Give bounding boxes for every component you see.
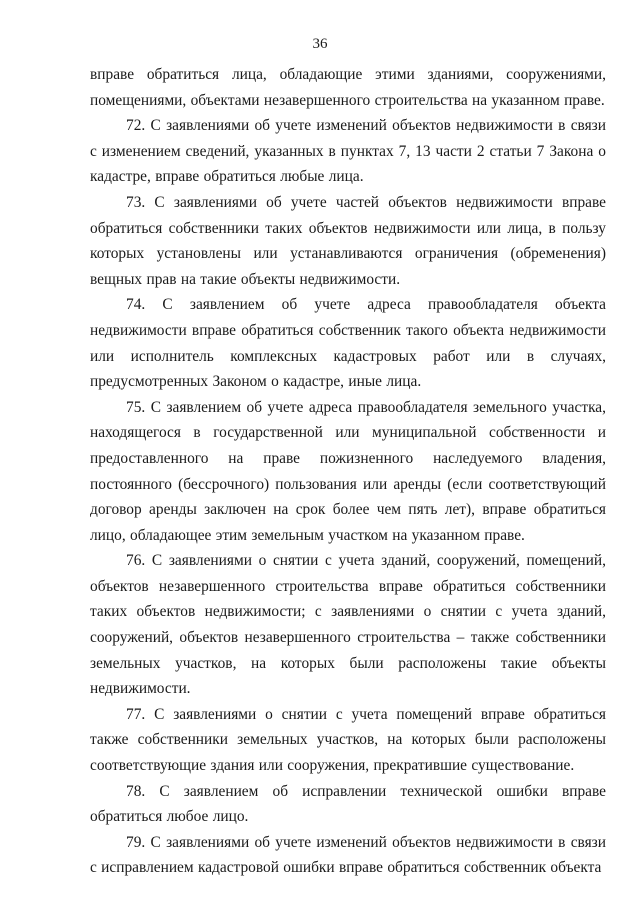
page-number: 36 bbox=[312, 36, 328, 52]
paragraph-75: 75. С заявлением об учете адреса правообладателя земельного участка, находящегося в государственной или муниципальной собственности и предоставленного на праве пожизненного наследуемого владения, постоянного (бессрочного) пользования или аренды (если соответствующий договор аренды заключен на срок более чем пять лет), вправе обратиться лицо, обладающее этим земельным участком на указанном праве. bbox=[90, 398, 606, 544]
paragraph-76: 76. С заявлениями о снятии с учета зданий, сооружений, помещений, объектов незавершенного строительства вправе обратиться собственники таких объектов недвижимости; с заявлениями о снятии с учета зданий, сооружений, объектов незавершенного строительства – также собственники земельных участков, на которых были расположены такие объекты недвижимости. bbox=[90, 552, 606, 698]
paragraph-74: 74. С заявлением об учете адреса правообладателя объекта недвижимости вправе обратиться собственник такого объекта недвижимости или исполнитель комплексных кадастровых работ или в случаях, предусмотренных Законом о кадастре, иные лица. bbox=[90, 296, 606, 391]
paragraph-72: 72. С заявлениями об учете изменений объектов недвижимости в связи с изменением сведений, указанных в пунктах 7, 13 части 2 статьи 7 Закона о кадастре, вправе обратиться любые лица. bbox=[90, 117, 606, 186]
paragraph-79: 79. С заявлениями об учете изменений объектов недвижимости в связи с исправлением кадастровой ошибки вправе обратиться собственник объекта bbox=[90, 833, 606, 877]
document-body bbox=[90, 62, 606, 881]
paragraph-73: 73. С заявлениями об учете частей объектов недвижимости вправе обратиться собственники таких объектов недвижимости или лица, в пользу которых установлены или устанавливаются ограничения (обременения) вещных прав на такие объекты недвижимости. bbox=[90, 193, 606, 288]
paragraph-78: 78. С заявлением об исправлении технической ошибки вправе обратиться любое лицо. bbox=[90, 782, 606, 826]
paragraph-77: 77. С заявлениями о снятии с учета помещений вправе обратиться также собственники земельных участков, на которых были расположены соответствующие здания или сооружения, прекратившие существование. bbox=[90, 705, 606, 775]
paragraph-continuation: вправе обратиться лица, обладающие этими зданиями, сооружениями, помещениями, объектами незавершенного строительства на указанном праве. bbox=[90, 66, 606, 109]
